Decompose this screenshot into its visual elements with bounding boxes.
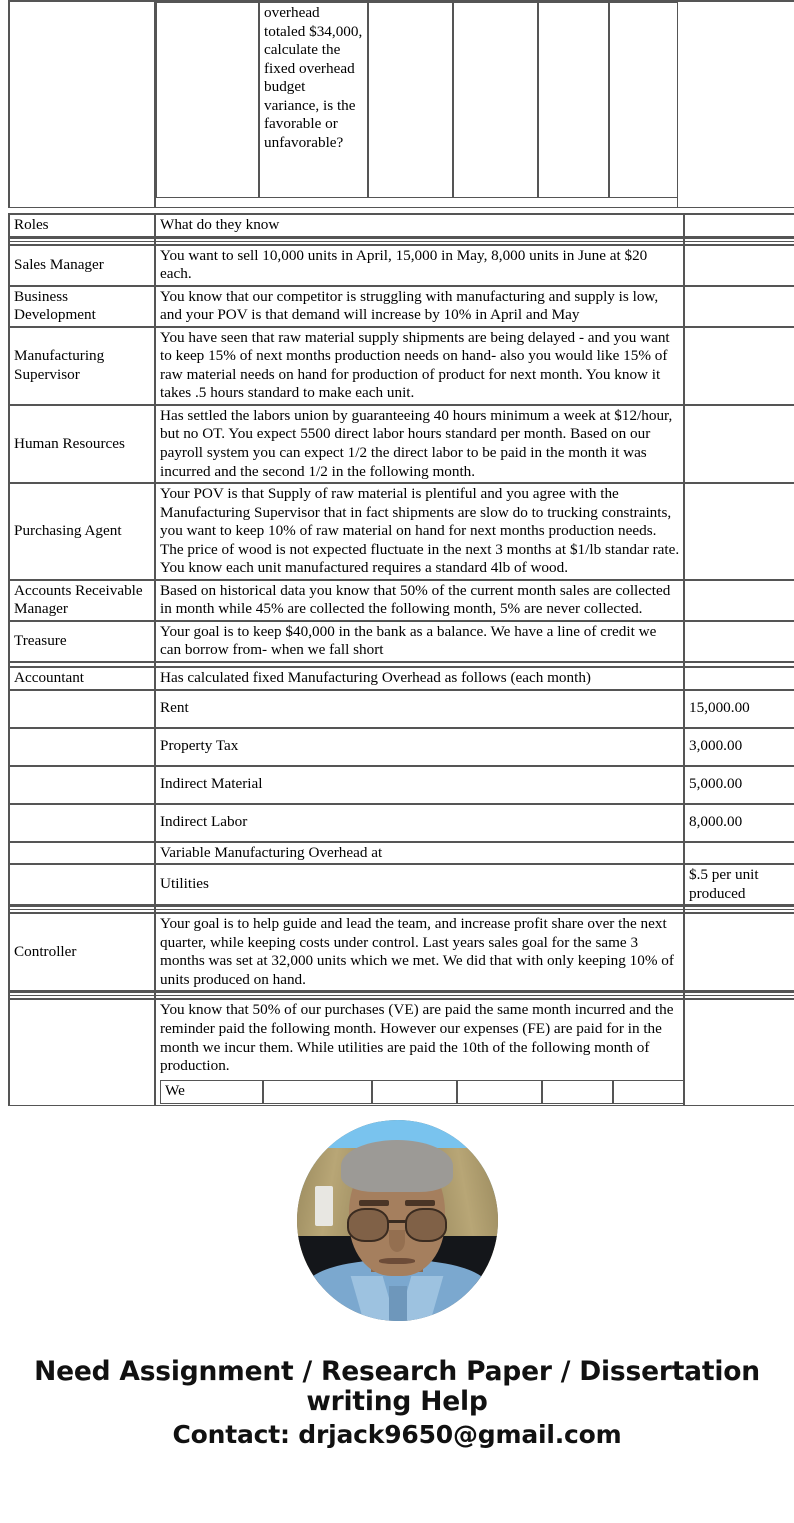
accountant-label: Accountant [9, 667, 155, 690]
table-row [9, 245, 794, 286]
top-nested-cell-4[interactable] [453, 2, 538, 198]
purchases-text: You know that 50% of our purchases (VE) are paid the same month incurred and the reminder paid the following month. However our expenses (FE) are paid for in the month we incur them. While utilities are paid the 10th of the following month of production. [160, 1001, 674, 1075]
top-nested-grid-cell [155, 1, 677, 208]
role-label: Accounts Receivable Manager [9, 580, 155, 621]
purchases-know-cell [155, 999, 684, 1105]
top-partial-row [9, 1, 794, 208]
avatar-tie [389, 1286, 407, 1320]
table-row [9, 286, 794, 327]
top-nested-row [156, 2, 721, 198]
role-label: Treasure [9, 621, 155, 662]
avatar-eyebrow-left [359, 1200, 389, 1206]
overhead-item-row [9, 864, 794, 905]
role-amount [684, 405, 794, 483]
band-cell-amount [684, 237, 794, 245]
overhead-amount: 8,000.00 [684, 804, 794, 842]
top-rule-6 [609, 198, 680, 207]
role-amount [684, 483, 794, 580]
top-rule-1 [156, 198, 259, 207]
avatar-container [0, 1120, 794, 1321]
top-role-cell [9, 1, 155, 208]
role-knowledge: You have seen that raw material supply shipments are being delayed - and you want to keep 15% of next months production needs on hand- also you would like 15% of raw material needs on hand for production of product for next month. You know it takes .5 hours standard to make each unit. [155, 327, 684, 405]
overhead-spacer [9, 864, 155, 905]
bottom-nested-cell-5[interactable] [542, 1080, 613, 1104]
table-row [9, 483, 794, 580]
accountant-intro-text: Has calculated fixed Manufacturing Overhead as follows (each month) [155, 667, 684, 690]
band-cell-know [155, 237, 684, 245]
top-partial-table [8, 0, 794, 208]
top-amount-cell [677, 1, 794, 208]
avatar-background-switch [315, 1186, 333, 1226]
table-header-row [9, 214, 794, 237]
band-cell-know [155, 905, 684, 913]
band-cell-role [9, 905, 155, 913]
band-cell-role [9, 237, 155, 245]
purchases-role-cell [9, 999, 155, 1105]
role-amount [684, 913, 794, 991]
role-label: Purchasing Agent [9, 483, 155, 580]
band-cell-know [155, 991, 684, 999]
overhead-spacer [9, 690, 155, 728]
footer-advertisement [0, 1357, 794, 1449]
header-amount [684, 214, 794, 237]
avatar [297, 1120, 498, 1321]
top-nested-cell-3[interactable] [368, 2, 453, 198]
overhead-item-row [9, 690, 794, 728]
top-rule-2 [259, 198, 368, 207]
overhead-label: Property Tax [155, 728, 684, 766]
band-cell-role [9, 991, 155, 999]
overhead-amount: 15,000.00 [684, 690, 794, 728]
table-row [9, 405, 794, 483]
top-nested-cell-2[interactable]: overhead totaled $34,000, calculate the fixed overhead budget variance, is the favorable or unfavorable? [259, 2, 368, 198]
bottom-spacer [0, 1449, 794, 1469]
header-roles: Roles [9, 214, 155, 237]
purchases-row [9, 999, 794, 1105]
overhead-label: Utilities [155, 864, 684, 905]
bottom-nested-cell-6[interactable] [613, 1080, 684, 1104]
avatar-glasses-left-lens [347, 1208, 389, 1242]
role-amount [684, 580, 794, 621]
band-cell-amount [684, 991, 794, 999]
table-row [9, 621, 794, 662]
role-amount [684, 245, 794, 286]
top-rule-4 [453, 198, 538, 207]
overhead-amount: 3,000.00 [684, 728, 794, 766]
bottom-nested-cell-1[interactable]: We [160, 1080, 263, 1104]
role-knowledge: Your goal is to keep $40,000 in the bank as a balance. We have a line of credit we can borrow from- when we fall short [155, 621, 684, 662]
top-nested-cell-1[interactable] [156, 2, 259, 198]
overhead-item-row [9, 728, 794, 766]
top-nested-cell-6[interactable] [609, 2, 680, 198]
overhead-spacer [9, 804, 155, 842]
accountant-intro-amount [684, 667, 794, 690]
overhead-spacer [9, 842, 155, 865]
footer-ad-line-2: Contact: drjack9650@gmail.com [172, 1419, 622, 1449]
role-label: Controller [9, 913, 155, 991]
band-after-header [9, 237, 794, 245]
overhead-label: Rent [155, 690, 684, 728]
role-label: Human Resources [9, 405, 155, 483]
roles-table [8, 213, 794, 1106]
role-knowledge: Your goal is to help guide and lead the team, and increase profit share over the next quarter, while keeping costs under control. Last years sales goal for the same 3 months was set at 32,000 units which we met. We did that with only keeping 10% of units produced on hand. [155, 913, 684, 991]
role-knowledge: Your POV is that Supply of raw material is plentiful and you agree with the Manufacturing Supervisor that in fact shipments are slow do to trucking constraints, you want to keep 10% of raw material on hand for next months production needs. The price of wood is not expected fluctuate in the next 3 months at $1/lb standar rate. You know each unit manufactured requires a standard 4lb of wood. [155, 483, 684, 580]
overhead-label: Variable Manufacturing Overhead at [155, 842, 684, 865]
role-knowledge: You know that our competitor is struggling with manufacturing and supply is low, and your POV is that demand will increase by 10% in April and May [155, 286, 684, 327]
role-amount [684, 286, 794, 327]
overhead-amount: 5,000.00 [684, 766, 794, 804]
role-amount [684, 621, 794, 662]
top-nested-table [156, 2, 721, 207]
role-knowledge: You want to sell 10,000 units in April, 15,000 in May, 8,000 units in June at $20 each. [155, 245, 684, 286]
role-label: Business Development [9, 286, 155, 327]
avatar-glasses-right-lens [405, 1208, 447, 1242]
bottom-nested-table [160, 1080, 723, 1104]
table-row [9, 327, 794, 405]
overhead-amount [684, 842, 794, 865]
top-nested-cell-5[interactable] [538, 2, 609, 198]
role-knowledge: Has settled the labors union by guaranteeing 40 hours minimum a week at $12/hour, but no OT. You expect 5500 direct labor hours standard per month. Based on our payroll system you can expect 1/2 the direct labor to be paid in the month it was incurred and the second 1/2 in the following month. [155, 405, 684, 483]
role-knowledge: Based on historical data you know that 50% of the current month sales are collected in month while 45% are collected the following month, 5% are never collected. [155, 580, 684, 621]
bottom-nested-cell-2[interactable] [263, 1080, 372, 1104]
footer-ad-line-1: Need Assignment / Research Paper / Dissertation writing Help [34, 1355, 760, 1418]
overhead-item-row [9, 842, 794, 865]
header-what-they-know: What do they know [155, 214, 684, 237]
bottom-nested-cell-4[interactable] [457, 1080, 542, 1104]
top-rule-5 [538, 198, 609, 207]
overhead-label: Indirect Material [155, 766, 684, 804]
top-nested-rule-row [156, 198, 721, 207]
avatar-hair [341, 1140, 454, 1192]
overhead-item-row [9, 766, 794, 804]
band-before-purchases [9, 991, 794, 999]
role-amount [684, 327, 794, 405]
band-before-controller [9, 905, 794, 913]
band-cell-amount [684, 905, 794, 913]
overhead-amount: $.5 per unit produced [684, 864, 794, 905]
overhead-label: Indirect Labor [155, 804, 684, 842]
role-label: Manufacturing Supervisor [9, 327, 155, 405]
avatar-glasses-bridge [387, 1220, 407, 1223]
bottom-nested-row [160, 1080, 723, 1104]
bottom-nested-cell-3[interactable] [372, 1080, 457, 1104]
role-label: Sales Manager [9, 245, 155, 286]
overhead-spacer [9, 766, 155, 804]
overhead-item-row [9, 804, 794, 842]
table-row [9, 580, 794, 621]
accountant-intro-row [9, 667, 794, 690]
purchases-amount-cell [684, 999, 794, 1105]
table-row [9, 913, 794, 991]
overhead-spacer [9, 728, 155, 766]
avatar-mouth [379, 1258, 415, 1264]
avatar-eyebrow-right [405, 1200, 435, 1206]
top-rule-3 [368, 198, 453, 207]
